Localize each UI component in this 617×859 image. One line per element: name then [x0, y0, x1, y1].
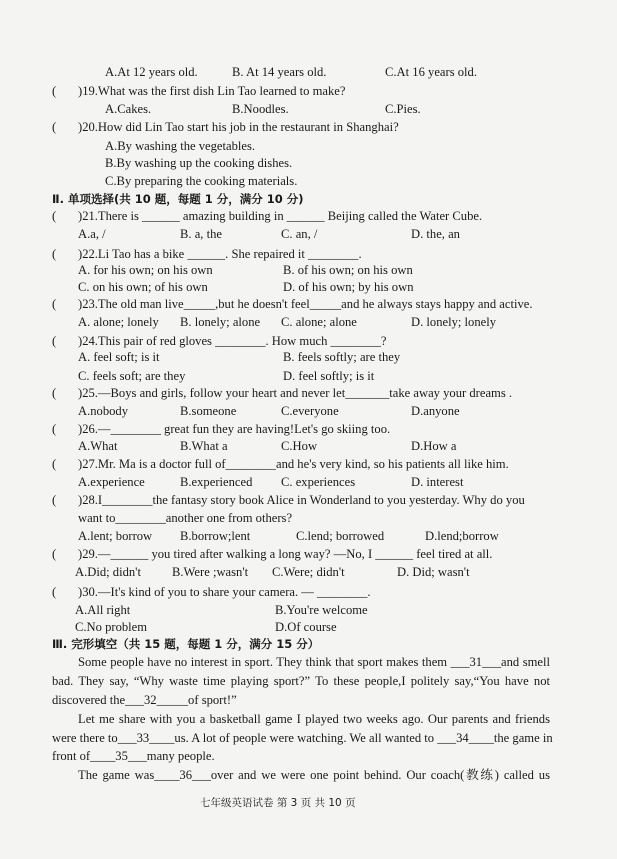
- option: A.All right: [75, 603, 131, 617]
- option: B. feels softly; are they: [283, 350, 401, 364]
- option: A. alone; lonely: [78, 315, 159, 329]
- option: D.anyone: [411, 404, 460, 418]
- option: C.Pies.: [385, 102, 421, 116]
- question-stem: )29.—______ you tired after walking a long way? —No, I ______ feel tired at all.: [78, 547, 493, 561]
- section-heading: Ⅱ. 单项选择(共 10 题，每题 1 分，满分 10 分): [52, 192, 304, 206]
- passage-line: Let me share with you a basketball game I played two weeks ago. Our parents and friends: [78, 712, 550, 726]
- question-stem: )27.Mr. Ma is a doctor full of________and he's very kind, so his patients all like him.: [78, 457, 509, 471]
- option: C.By preparing the cooking materials.: [105, 174, 298, 188]
- question-stem: )28.I________the fantasy story book Alice in Wonderland to you yesterday. Why do you: [78, 493, 525, 507]
- option: A.Did; didn't: [75, 565, 141, 579]
- option: D.lend;borrow: [425, 529, 499, 543]
- option: D. Did; wasn't: [397, 565, 470, 579]
- question-stem: )22.Li Tao has a bike ______. She repaired it ________.: [78, 247, 362, 261]
- question-stem: )19.What was the first dish Lin Tao learned to make?: [78, 84, 346, 98]
- option: B.You're welcome: [275, 603, 368, 617]
- question-stem: )21.There is ______ amazing building in ______ Beijing called the Water Cube.: [78, 209, 483, 223]
- option: D. interest: [411, 475, 464, 489]
- answer-bracket: (: [52, 422, 57, 436]
- option: B.Were ;wasn't: [172, 565, 249, 579]
- option: C.everyone: [281, 404, 339, 418]
- answer-bracket: (: [52, 120, 57, 134]
- question-stem-continued: want to________another one from others?: [78, 511, 293, 525]
- option: D.Of course: [275, 620, 337, 634]
- passage-line: were there to___33____us. A lot of people were watching. We all wanted to ___34____the game in: [52, 731, 553, 745]
- passage-line: Some people have no interest in sport. They think that sport makes them ___31___and smell: [78, 655, 550, 669]
- option: B. At 14 years old.: [232, 65, 327, 79]
- page-footer: 七年级英语试卷 第 3 页 共 10 页: [200, 797, 356, 809]
- question-stem: )23.The old man live_____,but he doesn't feel_____and he always stays happy and active.: [78, 297, 533, 311]
- section-heading: Ⅲ. 完形填空（共 15 题，每题 1 分，满分 15 分）: [52, 637, 320, 651]
- option: D. lonely; lonely: [411, 315, 496, 329]
- question-stem: )24.This pair of red gloves ________. How much ________?: [78, 334, 387, 348]
- answer-bracket: (: [52, 247, 57, 261]
- passage-line: front of____35___many people.: [52, 749, 215, 763]
- answer-bracket: (: [52, 386, 57, 400]
- option: B.What a: [180, 439, 228, 453]
- option: C. an, /: [281, 227, 318, 241]
- passage-line: The game was____36___over and we were one point behind. Our coach(教练) called us: [78, 768, 550, 782]
- option: C.How: [281, 439, 318, 453]
- question-stem: )30.—It's kind of you to share your camera. — ________.: [78, 585, 371, 599]
- answer-bracket: (: [52, 585, 57, 599]
- option: A. feel soft; is it: [78, 350, 160, 364]
- option: A.Cakes.: [105, 102, 152, 116]
- option: A.lent; borrow: [78, 529, 153, 543]
- option: C.At 16 years old.: [385, 65, 477, 79]
- option: B.someone: [180, 404, 237, 418]
- option: A.By washing the vegetables.: [105, 139, 256, 153]
- option: B.borrow;lent: [180, 529, 251, 543]
- passage-line: bad. They say, “Why waste time playing sport?” To these people,I politely say,“You have not: [52, 674, 550, 688]
- option: C. experiences: [281, 475, 356, 489]
- option: A.nobody: [78, 404, 129, 418]
- option: D. feel softly; is it: [283, 369, 375, 383]
- option: C. on his own; of his own: [78, 280, 208, 294]
- option: C.lend; borrowed: [296, 529, 385, 543]
- answer-bracket: (: [52, 547, 57, 561]
- option: B. lonely; alone: [180, 315, 261, 329]
- question-stem: )26.—________ great fun they are having!Let's go skiing too.: [78, 422, 391, 436]
- answer-bracket: (: [52, 209, 57, 223]
- question-stem: )25.—Boys and girls, follow your heart and never let_______take away your dreams .: [78, 386, 513, 400]
- option: B.experienced: [180, 475, 253, 489]
- option: C. feels soft; are they: [78, 369, 186, 383]
- option: D.How a: [411, 439, 457, 453]
- option: C.Were; didn't: [272, 565, 345, 579]
- answer-bracket: (: [52, 493, 57, 507]
- question-stem: )20.How did Lin Tao start his job in the restaurant in Shanghai?: [78, 120, 399, 134]
- option: C.No problem: [75, 620, 148, 634]
- option: A.a, /: [78, 227, 106, 241]
- option: A.What: [78, 439, 118, 453]
- answer-bracket: (: [52, 297, 57, 311]
- option: A.experience: [78, 475, 145, 489]
- option: B. a, the: [180, 227, 222, 241]
- answer-bracket: (: [52, 334, 57, 348]
- option: A.At 12 years old.: [105, 65, 198, 79]
- answer-bracket: (: [52, 84, 57, 98]
- option: B.Noodles.: [232, 102, 289, 116]
- option: B.By washing up the cooking dishes.: [105, 156, 293, 170]
- option: B. of his own; on his own: [283, 263, 413, 277]
- option: D. of his own; by his own: [283, 280, 414, 294]
- answer-bracket: (: [52, 457, 57, 471]
- option: D. the, an: [411, 227, 460, 241]
- option: A. for his own; on his own: [78, 263, 213, 277]
- option: C. alone; alone: [281, 315, 357, 329]
- passage-line: discovered the___32_____of sport!”: [52, 693, 237, 707]
